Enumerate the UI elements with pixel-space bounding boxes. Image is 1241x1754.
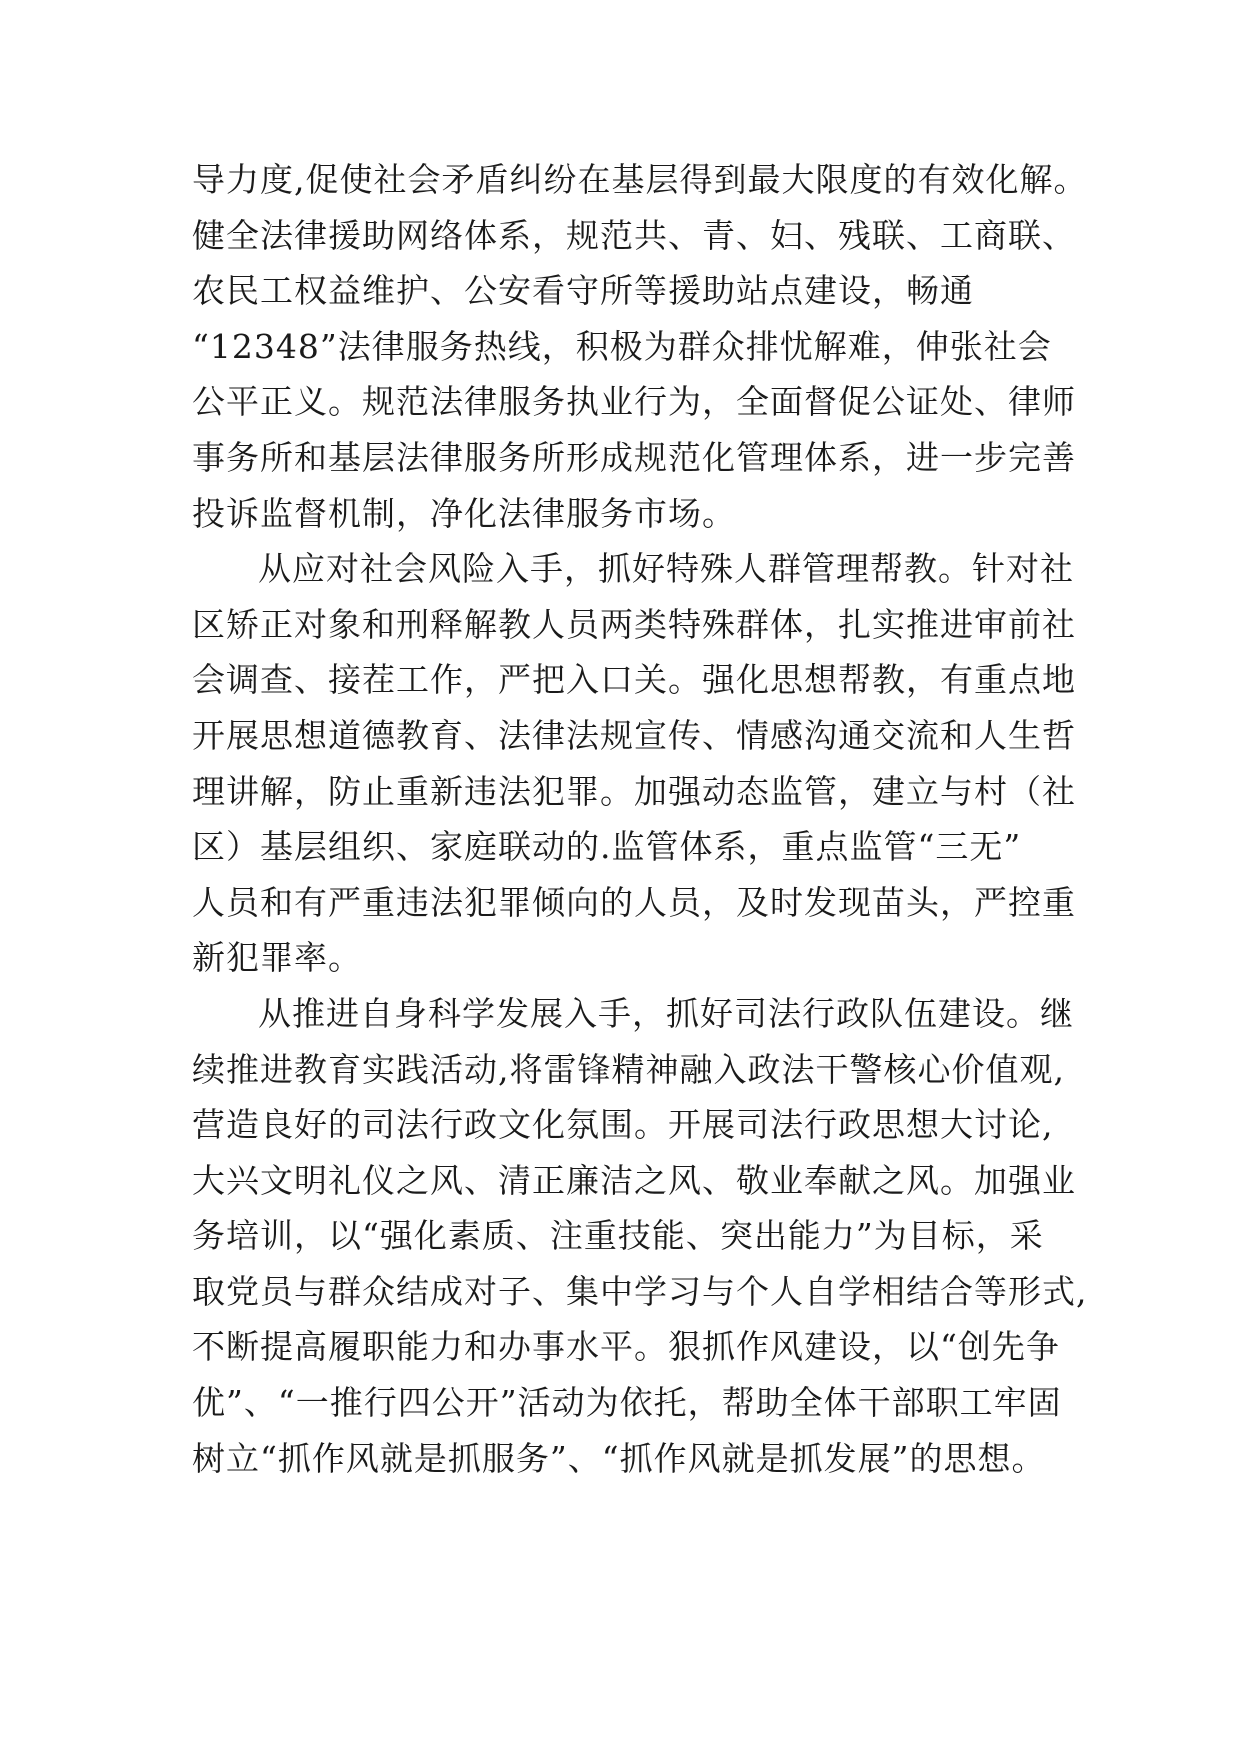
- text-line: 取党员与群众结成对子、集中学习与个人自学相结合等形式,: [192, 1271, 1088, 1311]
- text-line: 事务所和基层法律服务所形成规范化管理体系，进一步完善: [192, 437, 1076, 477]
- text-line: 会调查、接茬工作，严把入口关。强化思想帮教，有重点地: [192, 660, 1076, 700]
- text-line: 从推进自身科学发展入手，抓好司法行政队伍建设。继: [258, 993, 1074, 1033]
- text-line: 大兴文明礼仪之风、清正廉洁之风、敬业奉献之风。加强业: [192, 1160, 1076, 1200]
- body-text: [192, 152, 1088, 1486]
- paragraph-2: [192, 541, 1076, 986]
- text-line: 树立“抓作风就是抓服务”、“抓作风就是抓发展”的思想。: [192, 1438, 1046, 1478]
- text-line: 区）基层组织、家庭联动的.监管体系，重点监管“三无”: [192, 827, 1022, 867]
- text-line: 导力度,促使社会矛盾纠纷在基层得到最大限度的有效化解。: [192, 160, 1088, 199]
- text-line: 理讲解，防止重新违法犯罪。加强动态监管，建立与村（社: [192, 771, 1076, 811]
- text-line: 公平正义。规范法律服务执业行为，全面督促公证处、律师: [192, 382, 1076, 422]
- text-line: 务培训，以“强化素质、注重技能、突出能力”为目标，采: [192, 1216, 1044, 1256]
- text-line: 营造良好的司法行政文化氛围。开展司法行政思想大讨论,: [192, 1105, 1054, 1145]
- text-line: 从应对社会风险入手，抓好特殊人群管理帮教。针对社: [258, 549, 1074, 589]
- text-line: 续推进教育实践活动,将雷锋精神融入政法干警核心价值观,: [192, 1049, 1065, 1089]
- text-line: 不断提高履职能力和办事水平。狠抓作风建设，以“创先争: [192, 1327, 1060, 1367]
- paragraph-3: [192, 986, 1088, 1486]
- text-line: 新犯罪率。: [192, 938, 362, 978]
- text-line: 开展思想道德教育、法律法规宣传、情感沟通交流和人生哲: [192, 715, 1076, 755]
- text-line: 投诉监督机制，净化法律服务市场。: [192, 493, 736, 533]
- text-line: 区矫正对象和刑释解教人员两类特殊群体，扎实推进审前社: [192, 604, 1076, 644]
- text-line: “12348”法律服务热线，积极为群众排忧解难，伸张社会: [192, 326, 1052, 366]
- text-line: 农民工权益维护、公安看守所等援助站点建设，畅通: [192, 271, 974, 311]
- text-line: 人员和有严重违法犯罪倾向的人员，及时发现苗头，严控重: [192, 882, 1076, 922]
- paragraph-1: [192, 152, 1088, 541]
- text-line: 健全法律援助网络体系，规范共、青、妇、残联、工商联、: [192, 215, 1076, 255]
- text-line: 优”、“一推行四公开”活动为依托，帮助全体干部职工牢固: [192, 1383, 1062, 1423]
